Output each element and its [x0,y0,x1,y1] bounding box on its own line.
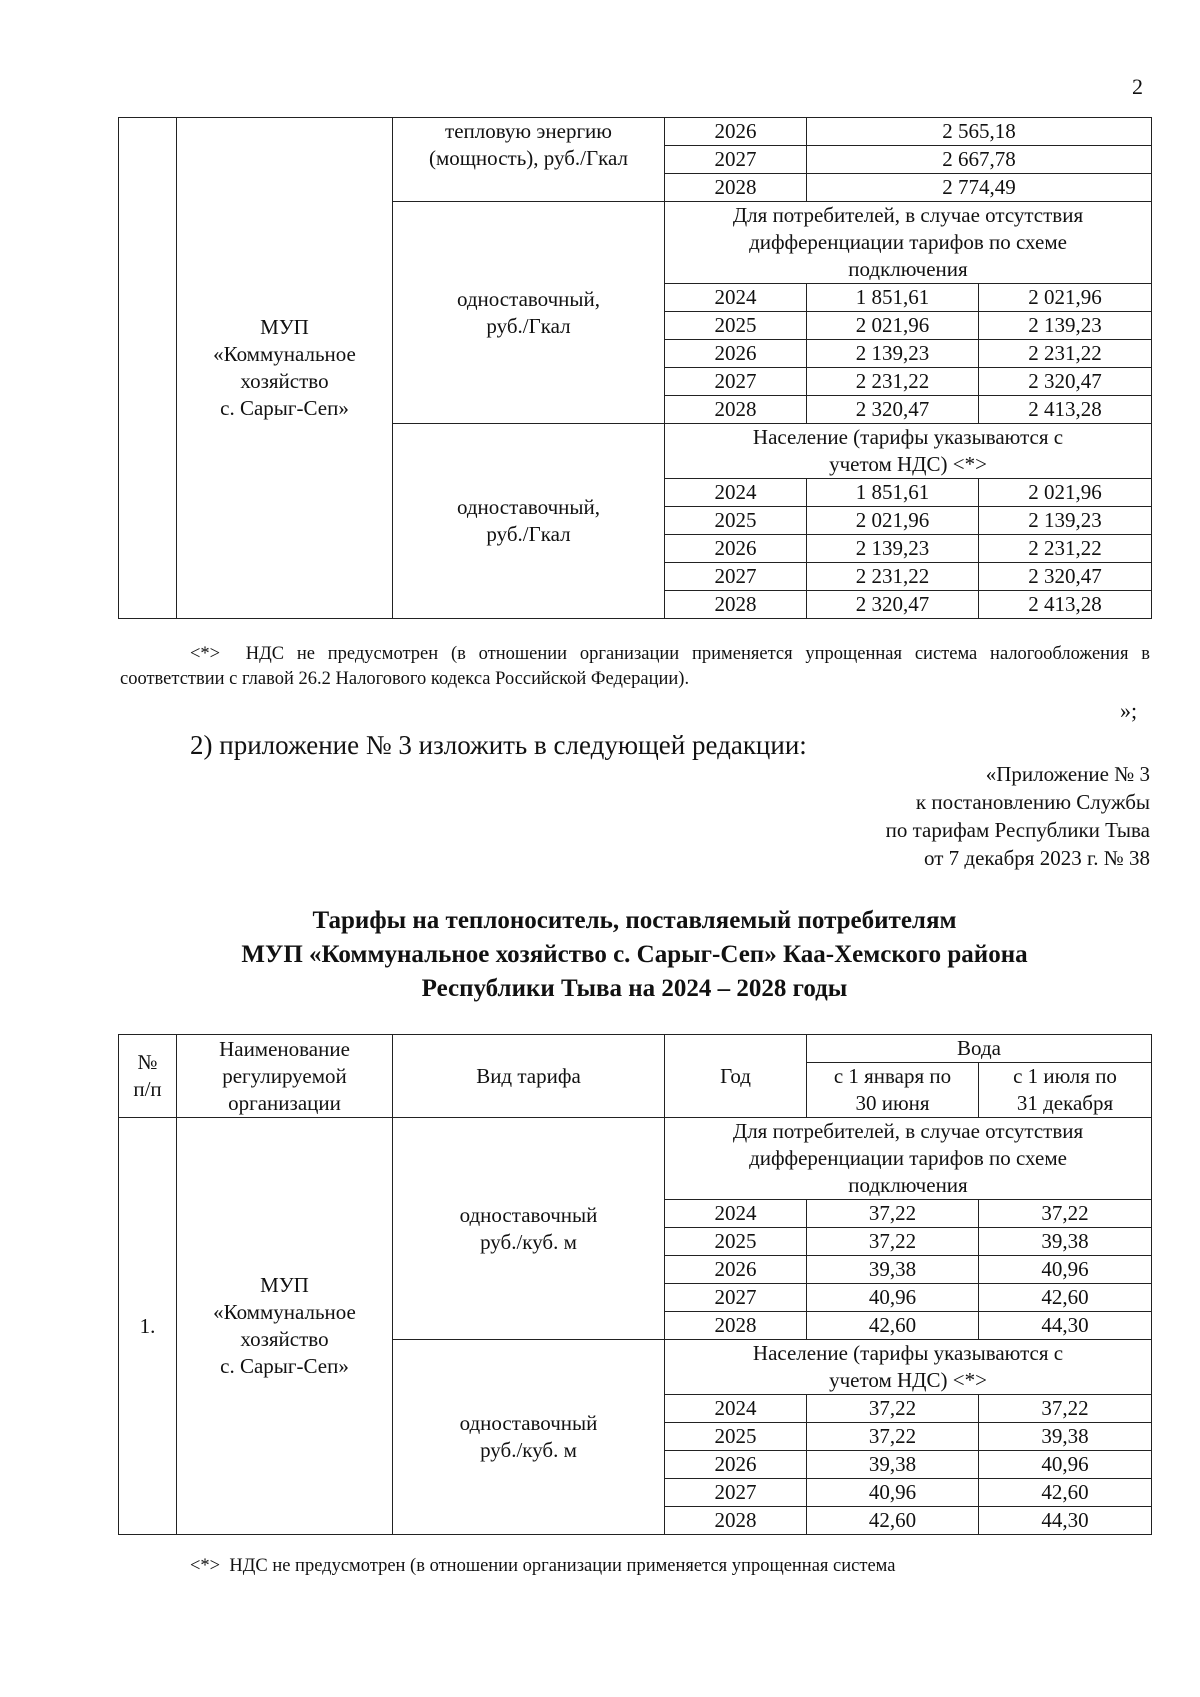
year-cell: 2024 [665,479,807,507]
year-cell: 2024 [665,1395,807,1423]
year-cell: 2028 [665,396,807,424]
consumer-group-header: Население (тарифы указываются с учетом НДС) <*> [665,1340,1152,1395]
value-cell: 44,30 [979,1507,1152,1535]
year-cell: 2025 [665,1228,807,1256]
page-title: Тарифы на теплоноситель, поставляемый потребителям МУП «Коммунальное хозяйство с. Сарыг-Сеп» Каа-Хемского района Республики Тыва на 2024 – 2028 годы [241,907,1028,1002]
number-cell: 1. [119,1118,177,1535]
consumer-group-header: Население (тарифы указываются с учетом НДС) <*> [665,424,1152,479]
value-cell: 2 139,23 [979,312,1152,340]
year-cell: 2026 [665,340,807,368]
column-header-tariff-type: Вид тарифа [393,1035,665,1118]
year-cell: 2026 [665,118,807,146]
value-cell: 37,22 [807,1395,979,1423]
year-cell: 2028 [665,591,807,619]
tariff-type-cell: одноставочный руб./куб. м [393,1340,665,1535]
value-cell: 42,60 [807,1312,979,1340]
value-cell: 1 851,61 [807,284,979,312]
organization-cell: МУП «Коммунальное хозяйство с. Сарыг-Сеп» [177,1118,393,1535]
value-cell: 37,22 [979,1200,1152,1228]
value-cell: 40,96 [979,1256,1152,1284]
year-cell: 2026 [665,535,807,563]
value-cell: 2 021,96 [979,284,1152,312]
year-cell: 2026 [665,1451,807,1479]
tariff-type-cell: тепловую энергию (мощность), руб./Гкал [393,118,665,202]
value-cell: 1 851,61 [807,479,979,507]
year-cell: 2027 [665,368,807,396]
value-cell: 2 139,23 [807,340,979,368]
year-cell: 2028 [665,174,807,202]
value-cell: 37,22 [807,1423,979,1451]
value-cell: 42,60 [979,1284,1152,1312]
closing-quote: »; [1120,698,1138,723]
year-cell: 2025 [665,507,807,535]
value-cell: 40,96 [807,1284,979,1312]
tariff-type-cell: одноставочный руб./куб. м [393,1118,665,1340]
value-cell: 2 320,47 [979,368,1152,396]
consumer-group-header: Для потребителей, в случае отсутствия дифференциации тарифов по схеме подключения [665,202,1152,284]
value-cell: 42,60 [979,1479,1152,1507]
value-cell: 2 231,22 [979,340,1152,368]
value-cell: 2 139,23 [979,507,1152,535]
column-header-number: № п/п [119,1035,177,1118]
heat-carrier-tariff-table [118,1034,1152,1535]
column-header-first-half: с 1 января по 30 июня [807,1063,979,1118]
value-cell: 37,22 [807,1200,979,1228]
value-cell: 2 413,28 [979,396,1152,424]
year-cell: 2024 [665,1200,807,1228]
organization-cell: МУП «Коммунальное хозяйство с. Сарыг-Сеп» [177,118,393,619]
tariff-type-cell: одноставочный, руб./Гкал [393,424,665,619]
year-cell: 2027 [665,146,807,174]
consumer-group-header: Для потребителей, в случае отсутствия дифференциации тарифов по схеме подключения [665,1118,1152,1200]
amendment-instruction: 2) приложение № 3 изложить в следующей редакции: [190,730,807,760]
year-cell: 2024 [665,284,807,312]
value-cell: 37,22 [807,1228,979,1256]
table-row [119,118,1152,146]
year-cell: 2028 [665,1312,807,1340]
footnote-vat: <*> НДС не предусмотрен (в отношении организации применяется упрощенная система налогообложения в соответствии с главой 26.2 Налогового кодекса Российской Федерации). [120,644,1151,689]
value-cell: 2 320,47 [807,396,979,424]
year-cell: 2028 [665,1507,807,1535]
value-cell: 2 565,18 [807,118,1152,146]
column-header-organization: Наименование регулируемой организации [177,1035,393,1118]
column-header-water: Вода [807,1035,1152,1063]
value-cell: 2 021,96 [807,312,979,340]
value-cell: 39,38 [979,1423,1152,1451]
value-cell: 2 021,96 [979,479,1152,507]
year-cell: 2025 [665,312,807,340]
value-cell: 2 774,49 [807,174,1152,202]
number-cell [119,118,177,619]
value-cell: 2 231,22 [807,368,979,396]
page-number: 2 [1132,74,1143,99]
footnote-vat-continued: <*> НДС не предусмотрен (в отношении организации применяется упрощенная система [190,1556,896,1576]
heat-energy-tariff-table [118,117,1152,619]
value-cell: 2 021,96 [807,507,979,535]
value-cell: 42,60 [807,1507,979,1535]
value-cell: 2 139,23 [807,535,979,563]
year-cell: 2027 [665,563,807,591]
value-cell: 2 667,78 [807,146,1152,174]
tariff-type-cell: одноставочный, руб./Гкал [393,202,665,424]
column-header-second-half: с 1 июля по 31 декабря [979,1063,1152,1118]
value-cell: 37,22 [979,1395,1152,1423]
year-cell: 2026 [665,1256,807,1284]
year-cell: 2027 [665,1479,807,1507]
value-cell: 2 320,47 [807,591,979,619]
value-cell: 2 320,47 [979,563,1152,591]
year-cell: 2025 [665,1423,807,1451]
table-row [119,1118,1152,1200]
table-header-row [119,1035,1152,1063]
appendix-reference: «Приложение № 3 к постановлению Службы по тарифам Республики Тыва от 7 декабря 2023 г. № 38 [885,762,1150,870]
value-cell: 39,38 [807,1451,979,1479]
value-cell: 2 231,22 [807,563,979,591]
value-cell: 40,96 [807,1479,979,1507]
value-cell: 39,38 [807,1256,979,1284]
value-cell: 40,96 [979,1451,1152,1479]
value-cell: 39,38 [979,1228,1152,1256]
column-header-year: Год [665,1035,807,1118]
value-cell: 44,30 [979,1312,1152,1340]
value-cell: 2 413,28 [979,591,1152,619]
value-cell: 2 231,22 [979,535,1152,563]
year-cell: 2027 [665,1284,807,1312]
